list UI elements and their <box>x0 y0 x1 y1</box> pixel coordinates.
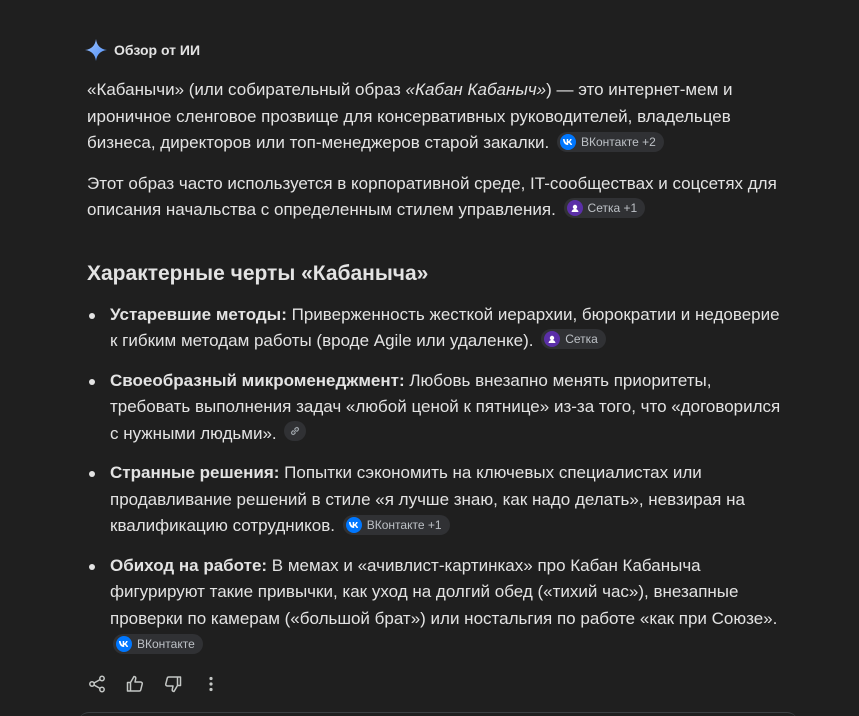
intro-text-italic: «Кабан Кабаныч» <box>405 80 547 99</box>
more-vert-icon <box>201 674 221 694</box>
ai-overview-title: Обзор от ИИ <box>114 42 201 58</box>
trait-title: Устаревшие методы: <box>110 304 287 324</box>
bottom-panel-edge <box>78 712 798 716</box>
chip-label: ВКонтакте <box>137 637 195 651</box>
source-chip-vk[interactable] <box>557 132 664 152</box>
share-button[interactable] <box>85 672 109 696</box>
ai-overview-header <box>84 30 787 70</box>
section-title: Характерные черты «Кабаныча» <box>87 261 429 285</box>
trait-text: Приверженность жесткой иерархии, бюрократии и недоверие к гибким методам работы (вроде Agile или удаленке). <box>110 304 780 350</box>
share-icon <box>87 674 107 694</box>
vk-icon <box>560 134 576 150</box>
thumbs-down-button[interactable] <box>161 672 185 696</box>
thumbs-up-button[interactable] <box>123 672 147 696</box>
ai-overview <box>87 30 787 672</box>
source-chip-vk[interactable] <box>113 634 203 654</box>
source-chip-setka[interactable] <box>564 198 646 218</box>
intro-paragraph-2 <box>87 171 787 224</box>
trait-text: Любовь внезапно менять приоритеты, требовать выполнения задач «любой ценой к пятнице» из-за того, что «договорился с нужными людьми». <box>110 370 781 443</box>
link-icon <box>289 425 301 437</box>
trait-title: Странные решения: <box>110 463 280 482</box>
list-item <box>87 460 787 540</box>
vk-icon <box>116 636 132 652</box>
chip-label: ВКонтакте +2 <box>581 135 656 149</box>
trait-title: Обиход на работе: <box>110 555 268 575</box>
source-chip-vk[interactable] <box>343 515 450 535</box>
chip-label: ВКонтакте +1 <box>366 518 442 532</box>
chip-label: Сетка <box>565 332 598 346</box>
source-chip-setka[interactable] <box>541 329 606 349</box>
list-item <box>87 553 787 659</box>
more-options-button[interactable] <box>199 672 223 696</box>
intro-text-2: Этот образ часто используется в корпоративной среде, IT-сообществах и соцсетях для описания начальства с определенным стилем управления. <box>87 173 777 219</box>
list-item <box>87 368 787 448</box>
trait-text: В мемах и «ачивлист-картинках» про Кабан Кабаныча фигурируют такие привычки, как уход на долгий обед («тихий час»), внезапные проверки по камерам («большой брат») или ностальгия по работе «как при Союзе». <box>110 555 778 628</box>
setka-icon <box>567 200 583 216</box>
vk-icon <box>346 517 362 533</box>
trait-text: Попытки сэкономить на ключевых специалистах или продавливание решений в стиле «я лучше знаю, как надо делать», невзирая на квалификацию сотрудников. <box>110 463 745 535</box>
thumbs-down-icon <box>163 674 183 694</box>
trait-title: Своеобразный микроменеджмент: <box>110 370 405 390</box>
sparkle-icon <box>84 38 108 62</box>
intro-paragraph-1 <box>87 77 787 157</box>
setka-icon <box>544 331 560 347</box>
chip-label: Сетка +1 <box>587 201 638 215</box>
list-item <box>87 302 787 355</box>
intro-text-b: ) — это интернет-мем и ироничное сленговое прозвище для консервативных руководителей, владельцев бизнеса, директоров или топ-менеджеров старой закалки. <box>87 80 733 152</box>
intro-text-a: «Кабанычи» (или собирательный образ <box>87 80 406 99</box>
thumbs-up-icon <box>125 674 145 694</box>
traits-list <box>87 302 787 659</box>
feedback-actions <box>85 672 237 696</box>
source-link-chip[interactable] <box>284 421 306 441</box>
